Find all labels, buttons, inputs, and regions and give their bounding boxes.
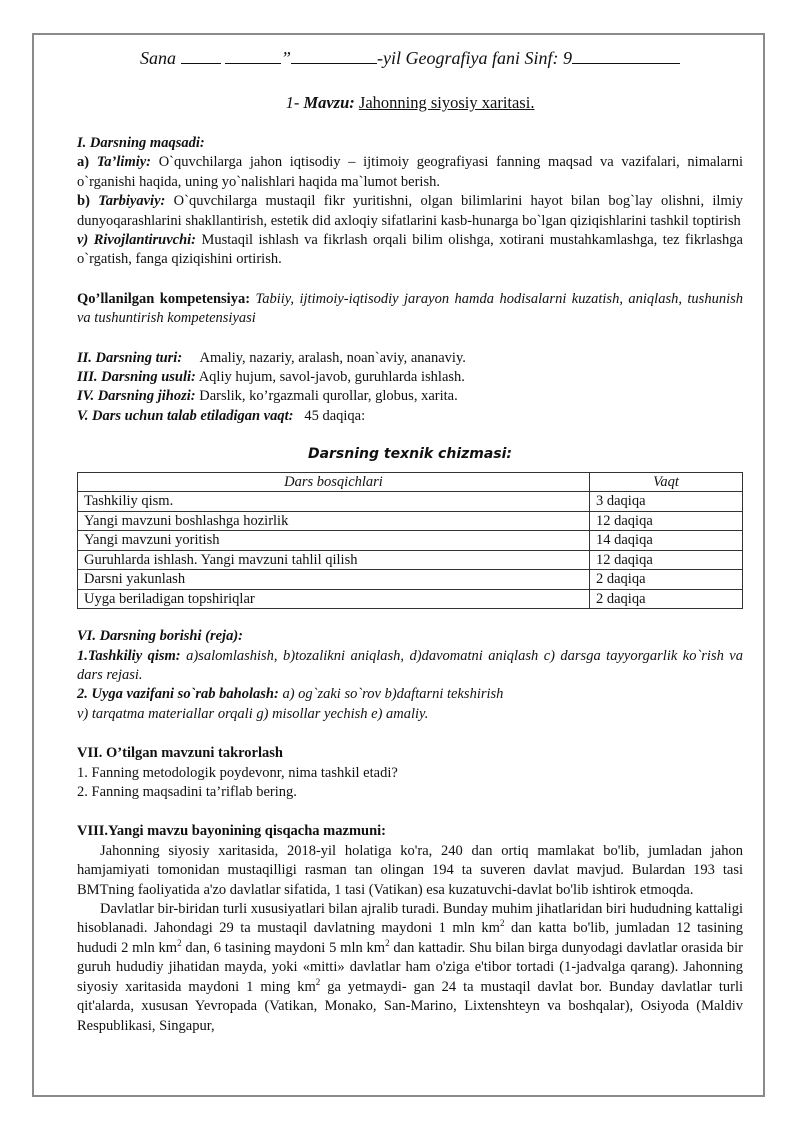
- topic-number: 1-: [285, 93, 300, 112]
- competence-label: Qo’llanilgan kompetensiya:: [77, 290, 251, 307]
- topic-label: Mavzu:: [303, 93, 355, 112]
- goal-upbringing: b) Tarbiyaviy: O`quvchilarga mustaqil fikr yuritishni, olgan bilimlarini hayot bilan bog`lay olishni, ilmiy dunyoqarashlarini shakllantirish, estetik did axloqiy sifatlarini kasb-hunarga bo`lgan qiziqishlarini tashkil toptirish: [77, 193, 743, 229]
- review-question: 1. Fanning metodologik poydevonr, nima tashkil etadi?: [77, 764, 398, 781]
- subject-grade: -yil Geografiya fani Sinf: 9: [377, 48, 572, 68]
- lesson-type: II. Darsning turi: Amaliy, nazariy, aralash, noan`aviy, ananaviy.: [77, 349, 466, 366]
- table-row: Yangi mavzuni yoritish 14 daqiqa: [78, 531, 743, 551]
- table-header-time: Vaqt: [590, 472, 743, 492]
- date-day-blank: [181, 47, 221, 64]
- table-row: Darsni yakunlash 2 daqiqa: [78, 570, 743, 590]
- table-row: Guruhlarda ishlash. Yangi mavzuni tahlil qilish 12 daqiqa: [78, 550, 743, 570]
- lesson-time: V. Dars uchun talab etiladigan vaqt: 45 daqiqa:: [77, 407, 366, 424]
- topic-text: Jahonning siyosiy xaritasi.: [358, 93, 535, 112]
- section-plan: [77, 627, 743, 724]
- summary-heading: VIII.Yangi mavzu bayonining qisqacha mazmuni:: [77, 823, 387, 840]
- review-heading: VII. O’tilgan mavzuni takrorlash: [77, 745, 283, 762]
- table-header-row: [78, 472, 743, 492]
- document-body: [77, 46, 743, 1036]
- lesson-method: III. Darsning usuli: Aqliy hujum, savol-javob, guruhlarda ishlash.: [77, 369, 465, 386]
- table-row: Tashkiliy qism. 3 daqiqa: [78, 492, 743, 512]
- section-summary: [77, 822, 743, 1035]
- table-row: Yangi mavzuni boshlashga hozirlik 12 daqiqa: [78, 511, 743, 531]
- plan-heading: VI. Darsning borishi (reja):: [77, 628, 243, 645]
- goals-heading: I. Darsning maqsadi:: [77, 135, 205, 151]
- goal-developmental: v) Rivojlantiruvchi: Mustaqil ishlash va fikrlash orqali bilim olishga, xotirani mustahkamlashga, tez fikrlashga o`rgatish, fanga qiziqishini ortirish.: [77, 232, 743, 268]
- tech-table: [77, 472, 743, 610]
- review-question: 2. Fanning maqsadini ta’riflab bering.: [77, 784, 297, 801]
- lesson-info: [77, 349, 743, 427]
- plan-item-1: 1.Tashkiliy qism: a)salomlashish, b)tozalikni aniqlash, d)davomatni aniqlash c) darsga tayyorgarlik ko`rish va dars rejasi.: [77, 647, 743, 683]
- date-label: Sana: [140, 48, 176, 68]
- date-quote: ”: [281, 48, 292, 68]
- tech-table-title: Darsning texnik chizmasi:: [307, 446, 513, 463]
- table-row: Uyga beriladigan topshiriqlar 2 daqiqa: [78, 589, 743, 609]
- document-header: [77, 46, 743, 70]
- year-blank: [291, 47, 377, 64]
- grade-blank: [572, 47, 680, 64]
- date-month-blank: [225, 47, 281, 64]
- section-competence: [77, 290, 743, 329]
- table-header-stages: Dars bosqichlari: [78, 472, 590, 492]
- goal-educational: a) Ta’limiy: O`quvchilarga jahon iqtisodiy – ijtimoiy geografiyasi fanning maqsad va vazifalari, nimalarni o`rganishi haqida, uning yo`nalishlari haqida ma`lumot berish.: [77, 154, 743, 190]
- section-review: [77, 744, 743, 802]
- summary-paragraph-2: Davlatlar bir-biridan turli xususiyatlari bilan ajralib turadi. Bunday muhim jihatlaridan biri hududning kattaligi hisoblanadi. Jahondagi 29 ta mustaqil davlatning maydoni 1 mln $km^2$ dan katta bo'lib, jumladan 12 tasining hududi 2 mln $km^2$ dan, 6 tasining maydoni 5 mln $km^2$ dan kattadir. Shu bilan birga dunyodagi davlatlar orasida bir guruh hududiy jihatidan mayda, yoki «mitti» davlatlar ham o'ziga e'tibor tortadi (1-jadvalga qarang). Jahonning siyosiy xaritasida maydoni 1 ming $km^2$ ga yetmaydi- gan 24 ta mustaqil davlat bor. Bunday davlatlar turli qit'alarda, xususan Yevropada (Vatikan, Monako, San-Marino, Lixtenshteyn va boshqalar), Osiyoda (Maldiv Respublikasi, Singapur,: [77, 901, 743, 1034]
- plan-item-2: 2. Uyga vazifani so`rab baholash: a) og`zaki so`rov b)daftarni tekshirish: [77, 686, 504, 703]
- competence-text: Tabiiy, ijtimoiy-iqtisodiy jarayon hamda hodisalarni kuzatish, aniqlash, tushunish va tushuntirish kompetensiyasi: [77, 290, 744, 327]
- topic-title: [77, 92, 743, 114]
- lesson-equipment: IV. Darsning jihozi: Darslik, ko’rgazmali qurollar, globus, xarita.: [77, 388, 458, 405]
- section-goals: [77, 134, 743, 270]
- summary-paragraph-1: Jahonning siyosiy xaritasida, 2018-yil holatiga ko'ra, 240 dan ortiq mamlakat bo'lib, jumladan jahon hamjamiyati tomonidan mustaqilligi rasman tan olingan 194 ta suveren davlat mavjud. Bulardan 193 tasi BMTning faoliyatida a'zo davlatlar sifatida, 1 tasi (Vatikan) esa kuzatuvchi-davlat bo'lib ishtirok etmoqda.: [77, 842, 743, 898]
- plan-item-2-cont: v) tarqatma materiallar orqali g) misollar yechish e) amaliy.: [77, 705, 429, 722]
